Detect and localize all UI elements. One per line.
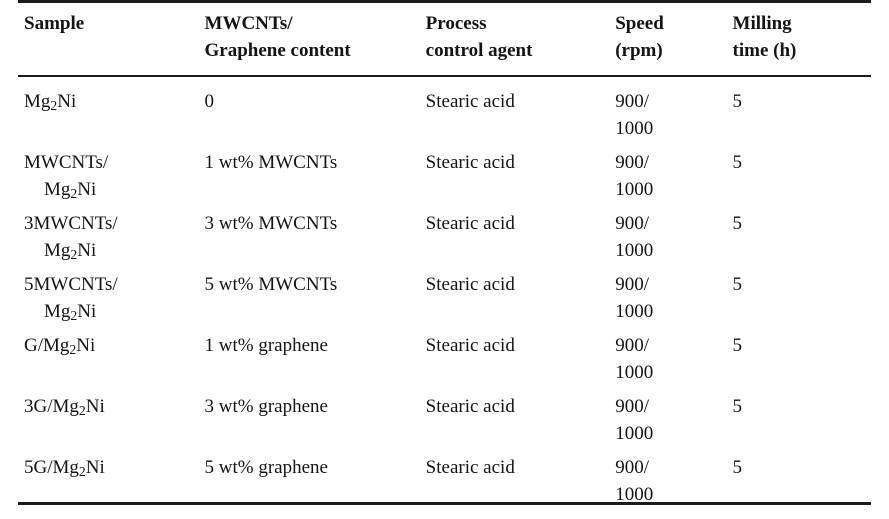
column-header-content — [199, 2, 420, 76]
table-header-row — [18, 2, 871, 76]
cell-line: 5 — [732, 151, 743, 173]
cell-speed — [609, 451, 726, 517]
cell-line: $Mg_2Ni$ — [24, 90, 77, 113]
cell-sample — [18, 329, 199, 390]
cell-line: 900/ — [615, 273, 649, 295]
cell-line: Stearic acid — [425, 273, 515, 295]
cell-line: Stearic acid — [425, 212, 515, 234]
cell-process-control-agent — [420, 76, 610, 146]
cell-line: 900/ — [615, 90, 649, 112]
column-header-sample — [18, 2, 199, 76]
cell-line: 900/ — [615, 395, 649, 417]
cell-line: 1 wt% graphene — [204, 334, 328, 356]
cell-line: 5 — [732, 334, 743, 356]
cell-line: Stearic acid — [425, 395, 515, 417]
cell-content — [199, 390, 420, 451]
table-row — [18, 451, 871, 517]
cell-milling-time — [727, 207, 871, 268]
cell-line: 5 — [732, 212, 743, 234]
cell-line: Stearic acid — [425, 151, 515, 173]
cell-line: 5MWCNTs/ — [24, 273, 118, 295]
cell-line: 1000 — [615, 422, 654, 444]
cell-line: 5 — [732, 90, 743, 112]
table-row — [18, 146, 871, 207]
cell-line: 5 wt% graphene — [204, 456, 328, 478]
cell-line: 900/ — [615, 212, 649, 234]
table-bottom-rule — [18, 502, 871, 505]
cell-line: 1000 — [615, 178, 654, 200]
cell-line: 0 — [204, 90, 215, 112]
cell-line: $Mg_2Ni$ — [44, 239, 97, 262]
cell-milling-time — [727, 268, 871, 329]
cell-line: 3 wt% graphene — [204, 395, 328, 417]
cell-content — [199, 146, 420, 207]
cell-line: $5G/Mg_2Ni$ — [24, 456, 105, 479]
cell-content — [199, 76, 420, 146]
cell-line: Milling — [732, 13, 792, 34]
milling-parameters-table — [18, 0, 871, 517]
table-row — [18, 76, 871, 146]
cell-line: 3 wt% MWCNTs — [204, 212, 338, 234]
cell-line: Sample — [24, 13, 85, 34]
cell-sample — [18, 146, 199, 207]
cell-line: Graphene content — [204, 39, 351, 61]
cell-line: (rpm) — [615, 39, 663, 61]
cell-line: control agent — [425, 39, 533, 61]
cell-line: 1000 — [615, 300, 654, 322]
cell-line — [24, 38, 193, 65]
cell-sample — [18, 76, 199, 146]
cell-line: 5 — [732, 273, 743, 295]
cell-milling-time — [727, 76, 871, 146]
cell-line: 900/ — [615, 151, 649, 173]
cell-line: Stearic acid — [425, 456, 515, 478]
cell-content — [199, 329, 420, 390]
cell-sample — [18, 207, 199, 268]
cell-line: $3G/Mg_2Ni$ — [24, 395, 105, 418]
cell-line: 1000 — [615, 483, 654, 505]
cell-speed — [609, 207, 726, 268]
cell-line: MWCNTs/ — [24, 151, 109, 173]
cell-line: time (h) — [732, 39, 797, 61]
table-row — [18, 329, 871, 390]
cell-line: 1000 — [615, 117, 654, 139]
cell-sample — [18, 268, 199, 329]
cell-line: 3MWCNTs/ — [24, 212, 118, 234]
cell-line: 1000 — [615, 239, 654, 261]
cell-line: Stearic acid — [425, 334, 515, 356]
cell-milling-time — [727, 329, 871, 390]
cell-line: $Mg_2Ni$ — [44, 300, 97, 323]
cell-content — [199, 207, 420, 268]
cell-process-control-agent — [420, 268, 610, 329]
cell-line: 1000 — [615, 361, 654, 383]
cell-line: 5 — [732, 395, 743, 417]
cell-sample — [18, 451, 199, 517]
cell-line: 5 — [732, 456, 743, 478]
table-row — [18, 268, 871, 329]
cell-process-control-agent — [420, 329, 610, 390]
cell-line: 5 wt% MWCNTs — [204, 273, 338, 295]
cell-line: 900/ — [615, 334, 649, 356]
column-header-agent — [420, 2, 610, 76]
cell-milling-time — [727, 390, 871, 451]
table-row — [18, 390, 871, 451]
cell-process-control-agent — [420, 207, 610, 268]
table-body — [18, 76, 871, 517]
cell-line: Speed — [615, 13, 664, 34]
cell-speed — [609, 329, 726, 390]
cell-line: 900/ — [615, 456, 649, 478]
cell-speed — [609, 268, 726, 329]
cell-process-control-agent — [420, 451, 610, 517]
cell-line: $G/Mg_2Ni$ — [24, 334, 96, 357]
cell-milling-time — [727, 146, 871, 207]
cell-line: $Mg_2Ni$ — [44, 178, 97, 201]
cell-line: 1 wt% MWCNTs — [204, 151, 338, 173]
cell-line: Stearic acid — [425, 90, 515, 112]
table-header — [18, 2, 871, 76]
cell-speed — [609, 390, 726, 451]
cell-speed — [609, 76, 726, 146]
column-header-speed — [609, 2, 726, 76]
cell-process-control-agent — [420, 390, 610, 451]
column-header-time — [727, 2, 871, 76]
cell-process-control-agent — [420, 146, 610, 207]
cell-content — [199, 451, 420, 517]
cell-line: MWCNTs/ — [204, 13, 293, 34]
cell-content — [199, 268, 420, 329]
cell-speed — [609, 146, 726, 207]
cell-sample — [18, 390, 199, 451]
cell-milling-time — [727, 451, 871, 517]
cell-line: Process — [425, 13, 487, 34]
table-row — [18, 207, 871, 268]
